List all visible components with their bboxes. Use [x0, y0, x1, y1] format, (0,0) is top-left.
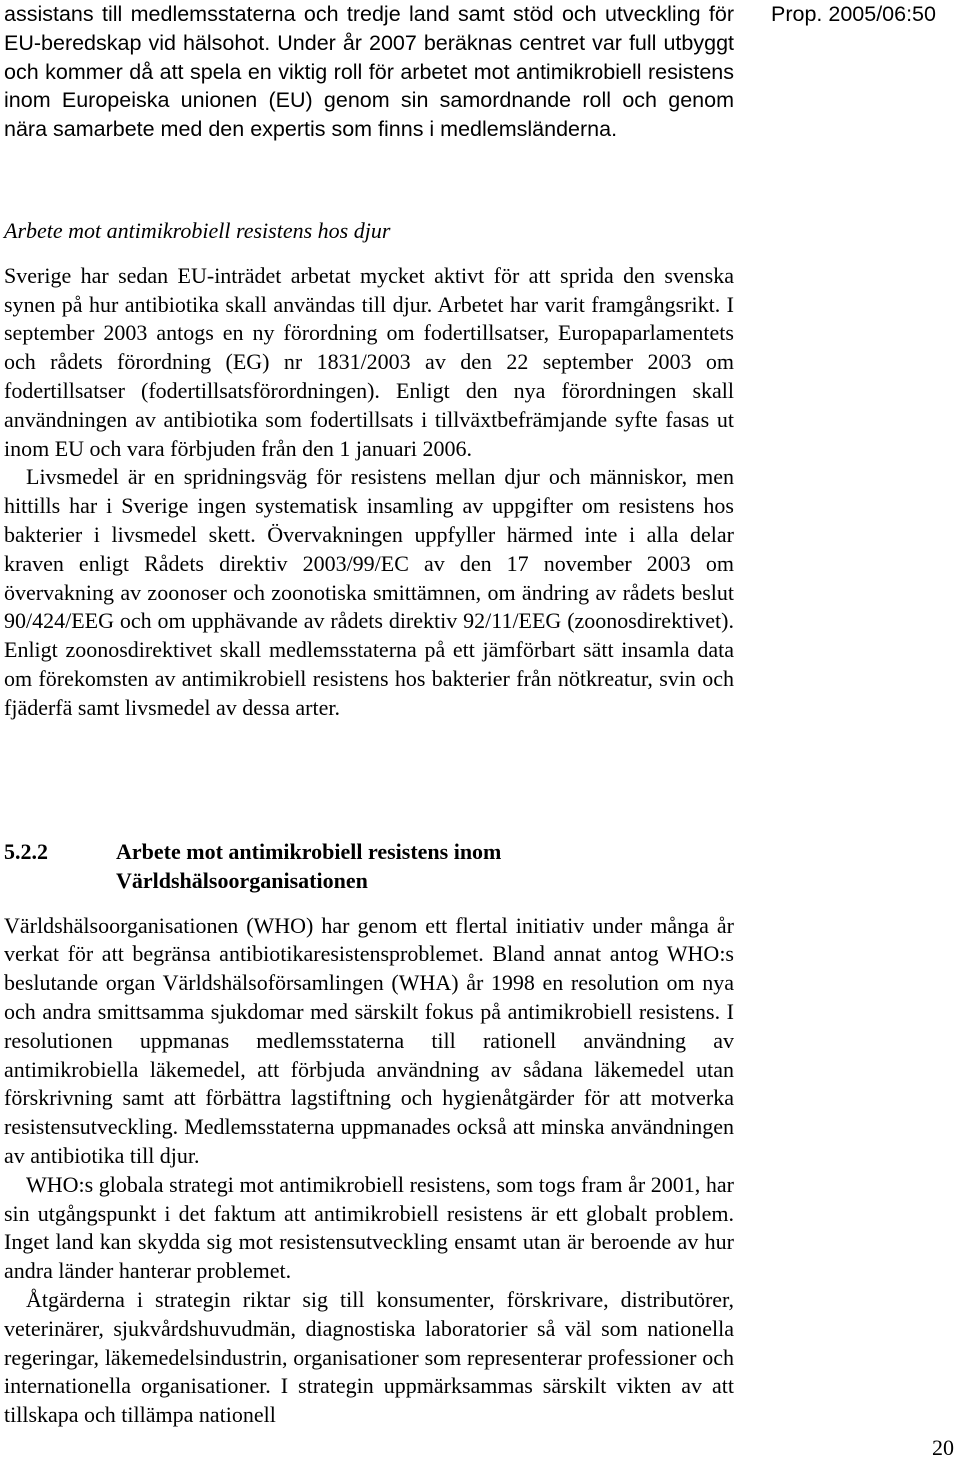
- animals-paragraph-1: Sverige har sedan EU-inträdet arbetat mycket aktivt för att sprida den svenska synen på hur antibiotika skall användas till djur. Arbetet har varit framgångsrikt. I september 2003 antogs en ny förordning om fodertillsatser, Europaparlamentets och rådets förordning (EG) nr 1831/2003 av den 22 september 2003 om fodertillsatser (fodertillsatsförordningen). Enligt den nya förordningen skall användningen av antibiotika som fodertillsats i tillväxtbefrämjande syfte fasas ut inom EU och vara förbjuden från den 1 januari 2006.: [4, 262, 734, 461]
- section-title-line-2: Världshälsoorganisationen: [116, 867, 368, 893]
- section-number: 5.2.2: [4, 839, 48, 864]
- animals-paragraph-2: Livsmedel är en spridningsväg för resistens mellan djur och människor, men hittills har i Sverige ingen systematisk insamling av uppgifter om resistens hos bakterier i livsmedel skett. Övervakningen uppfyller härmed inte i alla delar kraven enligt Rådets direktiv 2003/99/EC av den 17 november 2003 om övervakning av zoonoser och zoonotiska smittämnen, om ändring av rådets beslut 90/424/EEG och om upphävande av rådets direktiv 92/11/EEG (zoonosdirektivet). Enligt zoonosdirektivet skall medlemsstaterna på ett jämförbart sätt insamla data om förekomsten av antimikrobiell resistens hos bakterier från nötkreatur, svin och fjäderfä samt livsmedel av dessa arter.: [4, 464, 734, 720]
- section-who: [4, 838, 734, 1430]
- intro-paragraph-container: [4, 0, 734, 144]
- intro-paragraph: assistans till medlemsstaterna och tredje land samt stöd och utveckling för EU-beredskap vid hälsohot. Under år 2007 beräknas centret var full utbyggt och kommer då att spela en viktig roll för arbetet mot antimikrobiell resistens inom Europeiska unionen (EU) genom sin samordnande roll och genom nära samarbete med den expertis som finns i medlemsländerna.: [4, 2, 734, 142]
- who-paragraph-1: Världshälsoorganisationen (WHO) har genom ett flertal initiativ under många år verkat för att begränsa antibiotikaresistensproblemet. Bland annat antog WHO:s beslutande organ Världshälsoförsamlingen (WHA) år 1998 en resolution om nya och andra smittsamma sjukdomar med särskilt fokus på antimikrobiell resistens. I resolutionen uppmanas medlemsstaterna till rationell användning av antimikrobiella läkemedel, att förbjuda användning av sådana läkemedel utan förskrivning samt att förbättra lagstiftning och hygienåtgärder för att motverka resistensutveckling. Medlemsstaterna uppmanades också att minska användningen av antibiotika till djur.: [4, 912, 734, 1168]
- section-heading-5-2-2: [4, 838, 734, 896]
- proposition-reference: Prop. 2005/06:50: [771, 2, 936, 26]
- section-title: [116, 838, 734, 896]
- subheading-animals: Arbete mot antimikrobiell resistens hos djur: [4, 218, 391, 243]
- section-title-line-1: Arbete mot antimikrobiell resistens inom: [116, 839, 502, 864]
- page-number: 20: [932, 1435, 954, 1460]
- section-animals: [4, 217, 734, 723]
- who-paragraph-2: WHO:s globala strategi mot antimikrobiell resistens, som togs fram år 2001, har sin utgångspunkt i det faktum att antimikrobiell resistens är ett globalt problem. Inget land kan skydda sig mot resistensutveckling ensamt utan är beroende av hur andra länder hanterar problemet.: [4, 1171, 734, 1284]
- who-paragraph-3: Åtgärderna i strategin riktar sig till konsumenter, förskrivare, distributörer, veterinärer, sjukvårdshuvudmän, diagnostiska laboratorier så väl som nationella regeringar, läkemedelsindustrin, organisationer som representerar professioner och internationella organisationer. I strategin uppmärksammas särskilt vikten av att tillskapa och tillämpa nationell: [4, 1286, 734, 1428]
